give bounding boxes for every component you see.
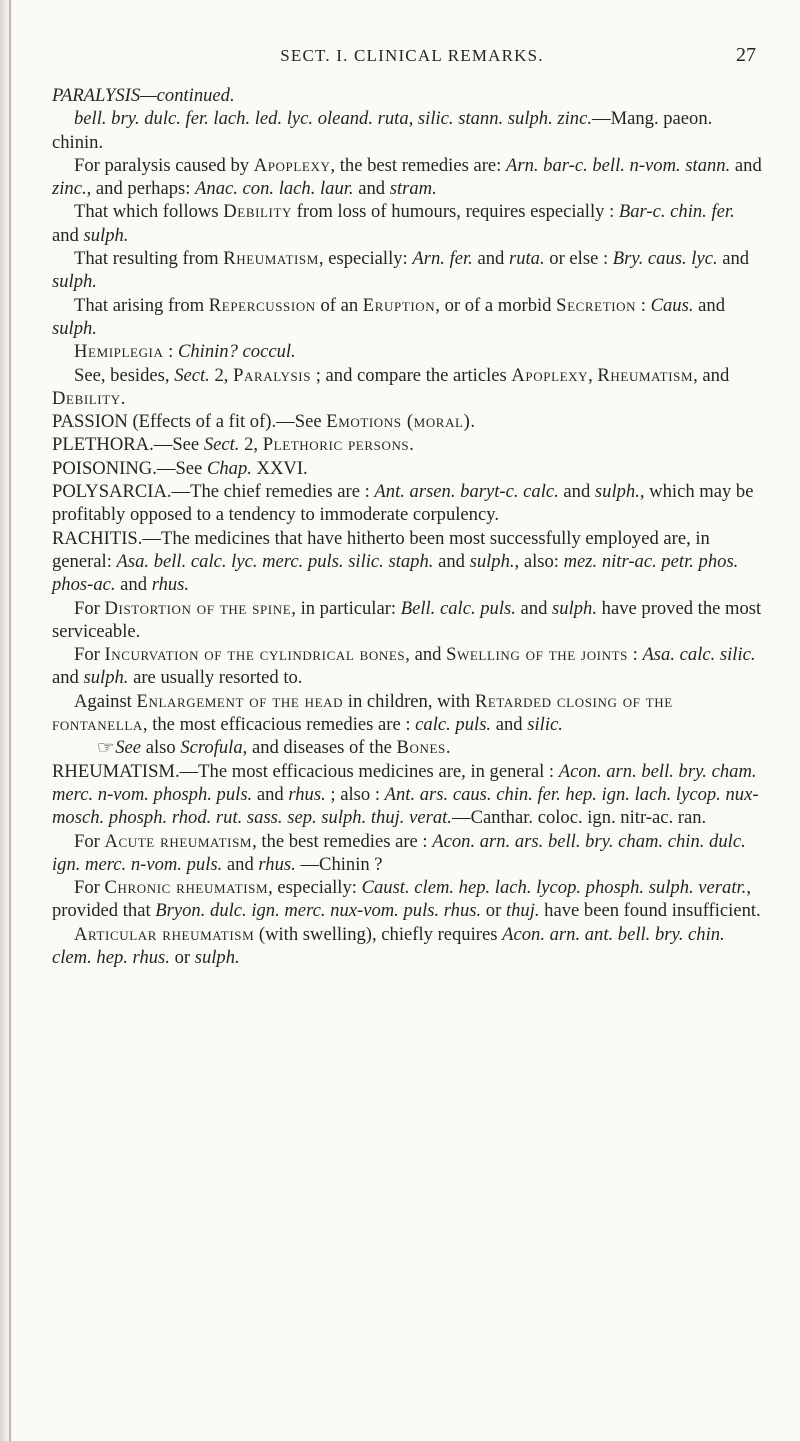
remedy-text: mez. nitr-ac. petr. phos. phos-ac. bbox=[52, 550, 739, 596]
remedy-text: sulph. bbox=[83, 224, 129, 246]
remedy-text: sulph. bbox=[83, 667, 129, 689]
small-caps-term: Debility bbox=[223, 201, 293, 223]
remedy-text: Scrofula bbox=[180, 737, 243, 759]
text-run: have been found insufficient. bbox=[539, 900, 761, 922]
paragraph bbox=[52, 247, 764, 294]
remedy-text: calc. puls. bbox=[415, 714, 492, 736]
text-run: and bbox=[693, 294, 725, 316]
text-run: 2, bbox=[209, 364, 234, 386]
remedy-text: Bell. calc. puls. bbox=[400, 597, 516, 619]
text-run: , and bbox=[693, 364, 730, 386]
text-run: XXVI. bbox=[251, 457, 308, 479]
remedy-text: sulph. bbox=[469, 550, 515, 572]
text-run: . bbox=[470, 411, 476, 433]
text-run: Against bbox=[74, 690, 137, 712]
remedy-text: thuj. bbox=[505, 900, 540, 922]
small-caps-term: Plethoric persons bbox=[262, 434, 410, 456]
remedy-text: zinc. bbox=[52, 178, 87, 200]
small-caps-term: Apoplexy bbox=[511, 364, 589, 386]
text-run: PLETHORA.—See bbox=[52, 434, 204, 456]
text-run: ; and compare the articles bbox=[311, 364, 512, 386]
remedy-text: Ant. arsen. baryt-c. calc. bbox=[374, 481, 559, 503]
small-caps-term: Apoplexy bbox=[253, 154, 331, 176]
remedy-text: Asa. calc. silic. bbox=[642, 644, 756, 666]
text-run: and bbox=[491, 714, 528, 736]
paragraph bbox=[52, 643, 764, 690]
remedy-text: Asa. bell. calc. lyc. merc. puls. silic. staph. bbox=[116, 550, 434, 572]
remedy-text: Acon. arn. ars. bell. bry. cham. chin. dulc. ign. merc. n-vom. puls. bbox=[52, 830, 746, 875]
text-run: and bbox=[472, 248, 509, 270]
remedy-text: Bry. caus. lyc. bbox=[612, 248, 718, 270]
text-run: For bbox=[74, 877, 105, 899]
text-run: That resulting from bbox=[74, 248, 224, 270]
remedy-text: sulph. bbox=[194, 946, 240, 968]
text-run: and bbox=[52, 224, 84, 246]
text-run: . bbox=[120, 387, 126, 409]
paragraph bbox=[52, 200, 764, 247]
text-run: , especially: bbox=[268, 877, 362, 899]
text-run: , provided that bbox=[52, 877, 751, 922]
paragraph bbox=[52, 923, 764, 970]
remedy-text: Chap. bbox=[206, 457, 252, 479]
text-run: or else : bbox=[544, 248, 613, 270]
text-run: RHEUMATISM.—The most efficacious medicines are, in general : bbox=[52, 760, 559, 782]
small-caps-term: Articular rheumatism bbox=[74, 923, 255, 945]
text-run: . bbox=[445, 737, 451, 759]
text-run: For bbox=[74, 597, 105, 619]
small-caps-term: Paralysis bbox=[233, 364, 312, 386]
text-run: , the best remedies are: bbox=[330, 154, 506, 176]
text-run: also bbox=[141, 737, 181, 759]
remedy-text: Bryon. dulc. ign. merc. nux-vom. puls. rhus. bbox=[155, 900, 482, 922]
text-run: That which follows bbox=[74, 201, 224, 223]
paragraph bbox=[52, 433, 764, 456]
text-run: , the most efficacious remedies are : bbox=[142, 714, 416, 736]
paragraph bbox=[52, 457, 764, 480]
text-run: —Chinin ? bbox=[295, 853, 383, 875]
small-caps-term: Hemiplegia bbox=[74, 341, 164, 363]
remedy-text: PARALYSIS—continued. bbox=[52, 85, 235, 106]
paragraph bbox=[52, 736, 764, 759]
remedy-text: Arn. fer. bbox=[412, 248, 473, 270]
text-run: , especially: bbox=[318, 248, 413, 270]
text-run: are usually resorted to. bbox=[128, 667, 303, 689]
remedy-text: rhus. bbox=[151, 574, 190, 596]
text-run: in children, with bbox=[343, 690, 475, 712]
small-caps-term: Repercussion bbox=[208, 294, 316, 316]
text-run: , or of a morbid bbox=[435, 294, 557, 316]
text-run: (with swelling), chiefly requires bbox=[254, 923, 503, 945]
text-run: —Mang. paeon. chinin. bbox=[52, 108, 713, 153]
remedy-text: sulph. bbox=[52, 271, 97, 293]
remedy-text: Acon. arn. bell. bry. cham. merc. n-vom. phosph. puls. bbox=[52, 760, 757, 805]
text-run: : bbox=[627, 644, 643, 666]
text-run: For bbox=[74, 644, 105, 666]
paragraph bbox=[52, 480, 764, 527]
remedy-text: Chinin? coccul. bbox=[177, 341, 296, 363]
text-run: PASSION (Effects of a fit of).—See bbox=[52, 411, 327, 433]
text-run: , and perhaps: bbox=[86, 178, 196, 200]
remedy-text: Caus. bbox=[650, 294, 694, 316]
paragraph bbox=[52, 597, 764, 644]
remedy-text: rhus. bbox=[258, 853, 296, 875]
small-caps-term: Enlargement of the head bbox=[136, 690, 344, 712]
text-run: and bbox=[222, 853, 259, 875]
text-run: RACHITIS.—The medicines that have hitherto been most successfully employed are, in general: bbox=[52, 527, 710, 572]
small-caps-term: Rheumatism bbox=[597, 364, 694, 386]
page-gutter-edge bbox=[9, 0, 11, 1441]
text-run: , and bbox=[405, 644, 447, 666]
page-number: 27 bbox=[736, 44, 756, 66]
paragraph bbox=[52, 107, 764, 154]
small-caps-term: Incurvation of the cylindrical bones bbox=[104, 644, 406, 666]
text-run: POISONING.—See bbox=[52, 457, 207, 479]
remedy-text: Ant. ars. caus. chin. fer. hep. ign. lach. lycop. nux-mosch. phosph. rhod. rut. sass. sep. sulph. thuj. verat. bbox=[52, 783, 759, 829]
small-caps-term: Eruption bbox=[362, 294, 436, 316]
remedy-text: Arn. bar-c. bell. n-vom. stann. bbox=[505, 154, 731, 176]
remedy-text: Anac. con. lach. laur. bbox=[195, 178, 354, 200]
text-run: , the best remedies are : bbox=[252, 830, 433, 852]
text-run: For paralysis caused by bbox=[74, 154, 254, 176]
small-caps-term: Chronic rheumatism bbox=[104, 877, 269, 899]
text-run: : bbox=[636, 294, 651, 316]
small-caps-term: Acute rheumatism bbox=[104, 830, 253, 852]
remedy-text: Sect. bbox=[174, 364, 210, 386]
text-run: For bbox=[74, 830, 105, 852]
text-run: and bbox=[515, 597, 553, 619]
text-run: and bbox=[353, 178, 390, 200]
small-caps-term: Swelling of the joints bbox=[446, 644, 628, 666]
text-run: of an bbox=[315, 294, 363, 316]
page-body-text bbox=[52, 84, 764, 969]
remedy-text: rhus. bbox=[288, 783, 326, 805]
text-run: have proved the most serviceable. bbox=[52, 597, 762, 642]
text-run: See, besides, bbox=[74, 364, 175, 386]
remedy-text: bell. bry. dulc. fer. lach. led. lyc. oleand. ruta, silic. stann. sulph. zinc. bbox=[74, 108, 592, 130]
small-caps-term: Emotions (moral) bbox=[326, 411, 471, 433]
remedy-text: See bbox=[115, 737, 142, 759]
small-caps-term: Bones bbox=[396, 737, 446, 759]
text-run: and bbox=[717, 248, 750, 270]
text-run: or bbox=[169, 946, 195, 968]
text-run: : bbox=[163, 341, 178, 363]
paragraph bbox=[52, 364, 764, 411]
small-caps-term: Retarded closing of the fontanella bbox=[52, 690, 673, 736]
text-run: That arising from bbox=[74, 294, 209, 316]
text-run: and bbox=[252, 783, 289, 805]
paragraph bbox=[52, 760, 764, 830]
text-run: , and diseases of the bbox=[242, 737, 397, 759]
remedy-text: ruta. bbox=[508, 248, 545, 270]
small-caps-term: Debility bbox=[52, 387, 121, 409]
small-caps-term: Distortion of the spine bbox=[104, 597, 292, 619]
remedy-text: Caust. clem. hep. lach. lycop. phosph. sulph. veratr. bbox=[361, 877, 747, 899]
running-head: SECT. I. CLINICAL REMARKS. bbox=[280, 46, 544, 65]
paragraph bbox=[52, 84, 764, 107]
text-run: . bbox=[409, 434, 414, 456]
remedy-text: stram. bbox=[389, 178, 437, 200]
text-run: , in particular: bbox=[291, 597, 401, 619]
text-run: 2, bbox=[239, 434, 263, 456]
text-run: POLYSARCIA.—The chief remedies are : bbox=[52, 481, 375, 503]
text-run: —Canthar. coloc. ign. nitr-ac. ran. bbox=[451, 807, 707, 829]
remedy-text: Bar-c. chin. fer. bbox=[618, 201, 735, 223]
pointing-hand-icon: ☞ bbox=[96, 738, 115, 758]
paragraph bbox=[52, 410, 764, 433]
paragraph bbox=[52, 154, 764, 201]
paragraph bbox=[52, 527, 764, 597]
remedy-text: sulph. bbox=[594, 481, 640, 503]
text-run: , also: bbox=[514, 550, 564, 572]
text-run: ; also : bbox=[325, 783, 385, 805]
paragraph bbox=[52, 690, 764, 737]
remedy-text: silic. bbox=[527, 714, 563, 736]
text-run: and bbox=[558, 481, 595, 503]
text-run: and bbox=[52, 667, 84, 689]
small-caps-term: Secretion bbox=[556, 294, 637, 316]
text-run: and bbox=[730, 154, 762, 176]
small-caps-term: Rheumatism bbox=[223, 248, 319, 270]
paragraph bbox=[52, 830, 764, 877]
text-run: , which may be profitably opposed to a tendency to immoderate corpulency. bbox=[52, 481, 754, 526]
text-run: , bbox=[588, 364, 598, 386]
remedy-text: Sect. bbox=[203, 434, 240, 456]
paragraph bbox=[52, 294, 764, 341]
remedy-text: sulph. bbox=[552, 597, 597, 619]
text-run: and bbox=[433, 550, 470, 572]
remedy-text: sulph. bbox=[52, 317, 97, 339]
remedy-text: Acon. arn. ant. bell. bry. chin. clem. hep. rhus. bbox=[52, 923, 725, 968]
text-run: and bbox=[115, 574, 152, 596]
paragraph bbox=[52, 876, 764, 923]
text-run: from loss of humours, requires especially : bbox=[292, 201, 619, 223]
text-run: or bbox=[481, 900, 506, 922]
paragraph bbox=[52, 340, 764, 363]
